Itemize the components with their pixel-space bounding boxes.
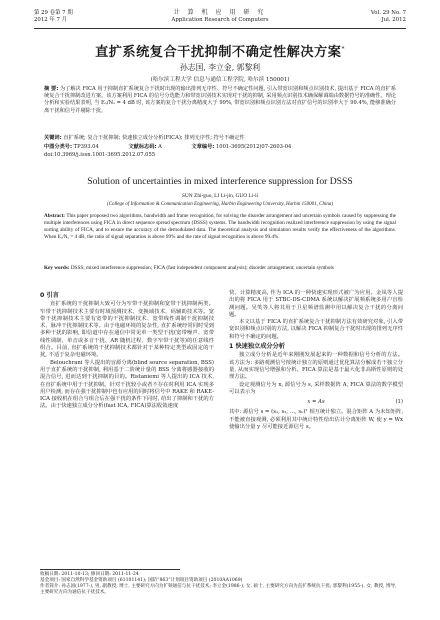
journal-name-en: Application Research of Computers [171, 16, 269, 23]
volume-en: Vol. 29 No. 7 [370, 10, 406, 16]
footnote-block [40, 572, 400, 596]
date-en: Jul. 2012 [381, 16, 406, 23]
clc-label: 中图分类号: [44, 144, 73, 150]
header-right [371, 10, 406, 23]
footnote-fund: 基金项目: 国家自然科学基金资助项目 (61101141); 国防“863”计划项目资助项目 (2010AA1069) [40, 578, 243, 583]
header-rule [34, 28, 406, 29]
abstract-label-en: Abstract: [44, 213, 66, 219]
article-no-value: 1001-3695(2012)07-2603-04 [216, 144, 292, 150]
method-paragraph-3: 其中: 源信号 s = (s₁, s₂, …, sₙ)ᵀ 相互统计独立。混合矩阵 A 为未知矩阵, 不能被直接观测, 必须利用其中统计特性给出估计分离矩阵 W, 使 y = Wx 使输出分量 y 尽可能接近源信号 s。 [229, 409, 403, 431]
body-column-right [229, 290, 403, 431]
body-column-left [40, 290, 214, 411]
article-no-label: 文章编号: [191, 144, 215, 150]
section-heading-intro: 0 引言 [40, 292, 59, 299]
clc-value: TP393.04 [73, 144, 99, 150]
intro-paragraph-1: 直扩系统的干扰抑制大致可分为窄带干扰抑制和宽带干扰抑制两类。窄带干扰抑制技术主要有时域预测技术、变换域技术、码辅助技术等。宽带干扰抑制技术主要有宽带的干扰抑制技术、宽带线性调制干扰抑制技术、脉冲干扰抑制技术等。由于电磁环境的复杂性, 直扩系统经常同时受到多种干扰的影响, 即信道中存在通信中常见单一类型干扰(宽带噪声、宽带线性调制、单音或多音干扰、AR 随机过程、数字窄带干扰等)的任意线性组合。目前, 直扩系统的干扰抑制技术都针对于某种特定类型或固定的干扰, 不适于复杂电磁环境。 [40, 301, 214, 359]
right-paragraph-1: 快、计算精度高, 作为 ICA 的一种快速实现形式被广为应用。金凤等人提出的将 FICA 用于 STBC-DS-CDMA 系统以解决扩展频系统多用户盲检测问题。吴笑等人将其用于卫星频谱监测中用以解决复合干扰的分离问题。 [229, 290, 403, 318]
title-text: 直扩系统复合干扰抑制不确定性解决方案 [95, 45, 342, 60]
doc-code-value: A [158, 144, 162, 150]
footnote-bio: 作者简介: 孙志国(1977-), 男, 副教授, 博士, 主要研究方向为扩频通信与抗干扰技术; 李立金(1986-), 女, 硕士, 主要研究方向为直扩系统抗干扰; 郭黎利(1955-), 女, 教授, 博导, 主要研究方向为通信抗干扰技术。 [40, 584, 397, 595]
paper-title-cn [40, 41, 400, 60]
equation-1 [229, 399, 403, 406]
abstract-text-cn: 为了解决 FICA 用于抑制直扩系统复合干扰时出现的输出排列无序性、符号不确定性问题, 引入带宽识别和频点识别技术, 提出基于 FICA 的直扩系统复合干扰抑制改进方案。该方案利用 FICA 的信号分选能力和带宽识别技术实现对干扰的抑制, 采用频点识别技术确保解调端由数据符号的准确性。理论分析和实验结果表明, 当 Eₒ/Nₒ = 4 dB 时, 该方案的复合干扰分离精度大于 99%, 带宽识别和频点识别方法对直扩信号的识别率大于 99.4%, 能够准确分离干扰和信号并剔除干扰。 [44, 86, 396, 114]
keywords-cn [44, 135, 396, 142]
right-paragraph-2: 本文以基于 FICA 的直扩系统复合干扰抑制方法有效研究对象, 引入带宽识别和频点识别的方法, 以解决 FICA 抑制复合干扰时出现的排列无序性和符号不确定的问题。 [229, 319, 403, 340]
keywords-text-en: DSSS; mixed interference suppression; FICA (fast independent component analysis); disorder arrangement; uncertain symbols [70, 265, 334, 271]
authors-en: SUN Zhi-guo, LI Li-jin, GUO Li-li [181, 193, 259, 199]
keywords-text-cn: 直扩系统; 复合干扰抑制; 快速独立成分分析(FICA); 排列无序性; 符号不确定性 [63, 135, 245, 141]
keywords-en [44, 265, 396, 272]
classification-line [44, 144, 396, 151]
paper-title-en: Solution of uncertainties in mixed interference suppression for DSSS [87, 176, 353, 187]
equation-body: x = As [307, 399, 325, 406]
keywords-label-cn: 关键词: [44, 135, 62, 141]
keywords-label-en: Key words: [44, 265, 70, 271]
abstract-label-cn: 摘 要: [44, 86, 59, 92]
abstract-en [44, 213, 396, 241]
footnote-rule [40, 569, 180, 570]
title-footnote-mark: * [341, 45, 345, 53]
authors-cn: 孙志国, 李立金, 郭黎利 [179, 63, 261, 72]
affiliation-cn: (哈尔滨工程大学 信息与通信工程学院, 哈尔滨 150001) [150, 77, 290, 83]
footnote-received: 收稿日期: 2011-10-13; 修回日期: 2011-11-24 [40, 572, 139, 577]
affiliation-en: (College of Information & Communication Engineering, Harbin Engineering University, Harbin 150001, China) [106, 202, 334, 207]
date-cn: 2012 年 7 月 [34, 16, 68, 23]
method-paragraph-1: 独立成分分析是近年来刚刚发展起来的一种数据和信号分析的方法。该方法为: 多路观测信号按统计独立的原则通过优化算法分解成若干独立分量, 从而实现信号增强和分析。FICA 算法是基于最大化非高斯性原则的处理方法。 [229, 352, 403, 381]
volume-cn: 第 29 卷第 7 期 [34, 10, 73, 16]
method-paragraph-2: 设定观测信号为 x, 源信号为 s, 采样数据阵 A, FICA 算法的数学模型可以表示为 [229, 381, 403, 395]
equation-number: (1) [395, 399, 403, 406]
section-heading-method: 1 快速独立成分分析 [229, 343, 285, 351]
doi-line: doi:10.3969/j.issn.1001-3695.2012.07.055 [44, 152, 156, 158]
intro-paragraph-2: Belouchrani 等人提出的盲源分离(blind source separation, BSS)用于直扩系统的干扰抑制, 利用基于二阶统计量的 BSS 分离将感器接收的混合信号, 进而达到干扰抑制的目的。Ristaniemi 等人提出的 ICA 技术, 在直扩系统中用于干扰抑制。针对干扰较小或者不存在时利用 ICA 实现多用户检测, 而存在强干扰抑制中也有应用的同时将信号中 RAKE 和 RAKE-ICA 接收机在组合与组合后在强干扰的条件下同时, 给出了抑制和干扰的方法。由于快速独立成分分析(fast ICA, FICA)算法收敛速度 [40, 359, 215, 410]
abstract-text-en: This paper proposed two algorithms, bandwidth and frame recognition, for solving the disorder arrangement and uncertain symbols caused by suppressing the multiple interferences using FICA in direct sequence spread spectrum (DSSS) systems. The bandwidth recognition realized interference suppression by using the signal sorting ability of FICA, and to ensure the accuracy of the demodulated data. The theoretical analysis and simulation results verify the effectiveness of the algorithms. When Eₒ/Nₒ = 4 dB, the ratio of signal separation is above 99% and the rate of signal recognition is above 99.4%. [44, 213, 396, 240]
header-center [34, 10, 406, 23]
doc-code-label: 文献标志码: [128, 144, 157, 150]
abstract-cn [44, 86, 396, 115]
journal-name-cn: 计 算 机 应 用 研 究 [173, 9, 267, 16]
